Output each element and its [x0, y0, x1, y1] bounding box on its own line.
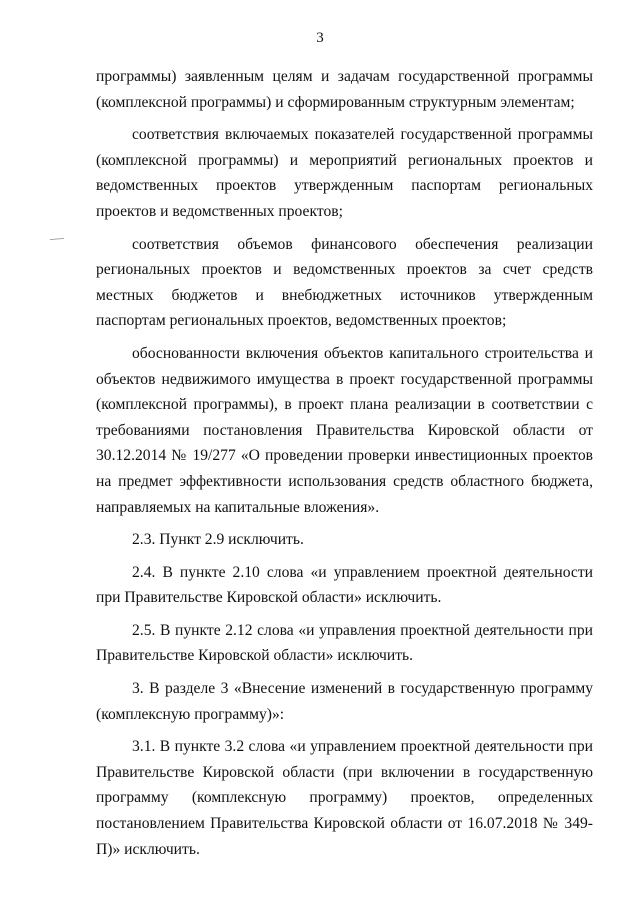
paragraph: программы) заявленным целям и задачам государственной программы (комплексной программы) и сформированным структурным элементам;	[96, 68, 593, 111]
paragraph: обоснованности включения объектов капитального строительства и объектов недвижимого имущества в проект государственной программы (комплексной программы), в проект плана реализации в соответствии с требованиями постановления Правительства Кировской области от 30.12.2014 № 19/277 «О проведении проверки инвестиционных проектов на предмет эффективности использования средств областного бюджета, направляемых на капитальные вложения».	[96, 344, 593, 516]
paragraph: соответствия объемов финансового обеспечения реализации региональных проектов и ведомственных проектов за счет средств местных бюджетов и внебюджетных источников утвержденным паспортам региональных проектов, ведомственных проектов;	[96, 235, 593, 330]
page-number: 3	[316, 30, 324, 46]
paragraph: 2.4. В пункте 2.10 слова «и управлением проектной деятельности при Правительстве Кировской области» исключить.	[96, 563, 593, 607]
paragraph: 3. В разделе 3 «Внесение изменений в государственную программу (комплексную программу)»:	[96, 680, 593, 723]
body-text	[96, 64, 593, 869]
paragraph: 3.1. В пункте 3.2 слова «и управлением проектной деятельности при Правительстве Кировской области (при включении в государственную программу (комплексную программу) проектов, определенных постановлением Правительства Кировской области от 16.07.2018 № 349-П)» исключить.	[96, 738, 593, 858]
paragraph: 2.3. Пункт 2.9 исключить.	[132, 531, 304, 549]
paragraph: соответствия включаемых показателей государственной программы (комплексной программы) и мероприятий региональных проектов и ведомственных проектов утвержденным паспортам региональных проектов и ведомственных проектов;	[96, 126, 593, 220]
scan-artifact-mark	[50, 238, 64, 240]
paragraph: 2.5. В пункте 2.12 слова «и управления проектной деятельности при Правительстве Кировской области» исключить.	[96, 621, 593, 665]
